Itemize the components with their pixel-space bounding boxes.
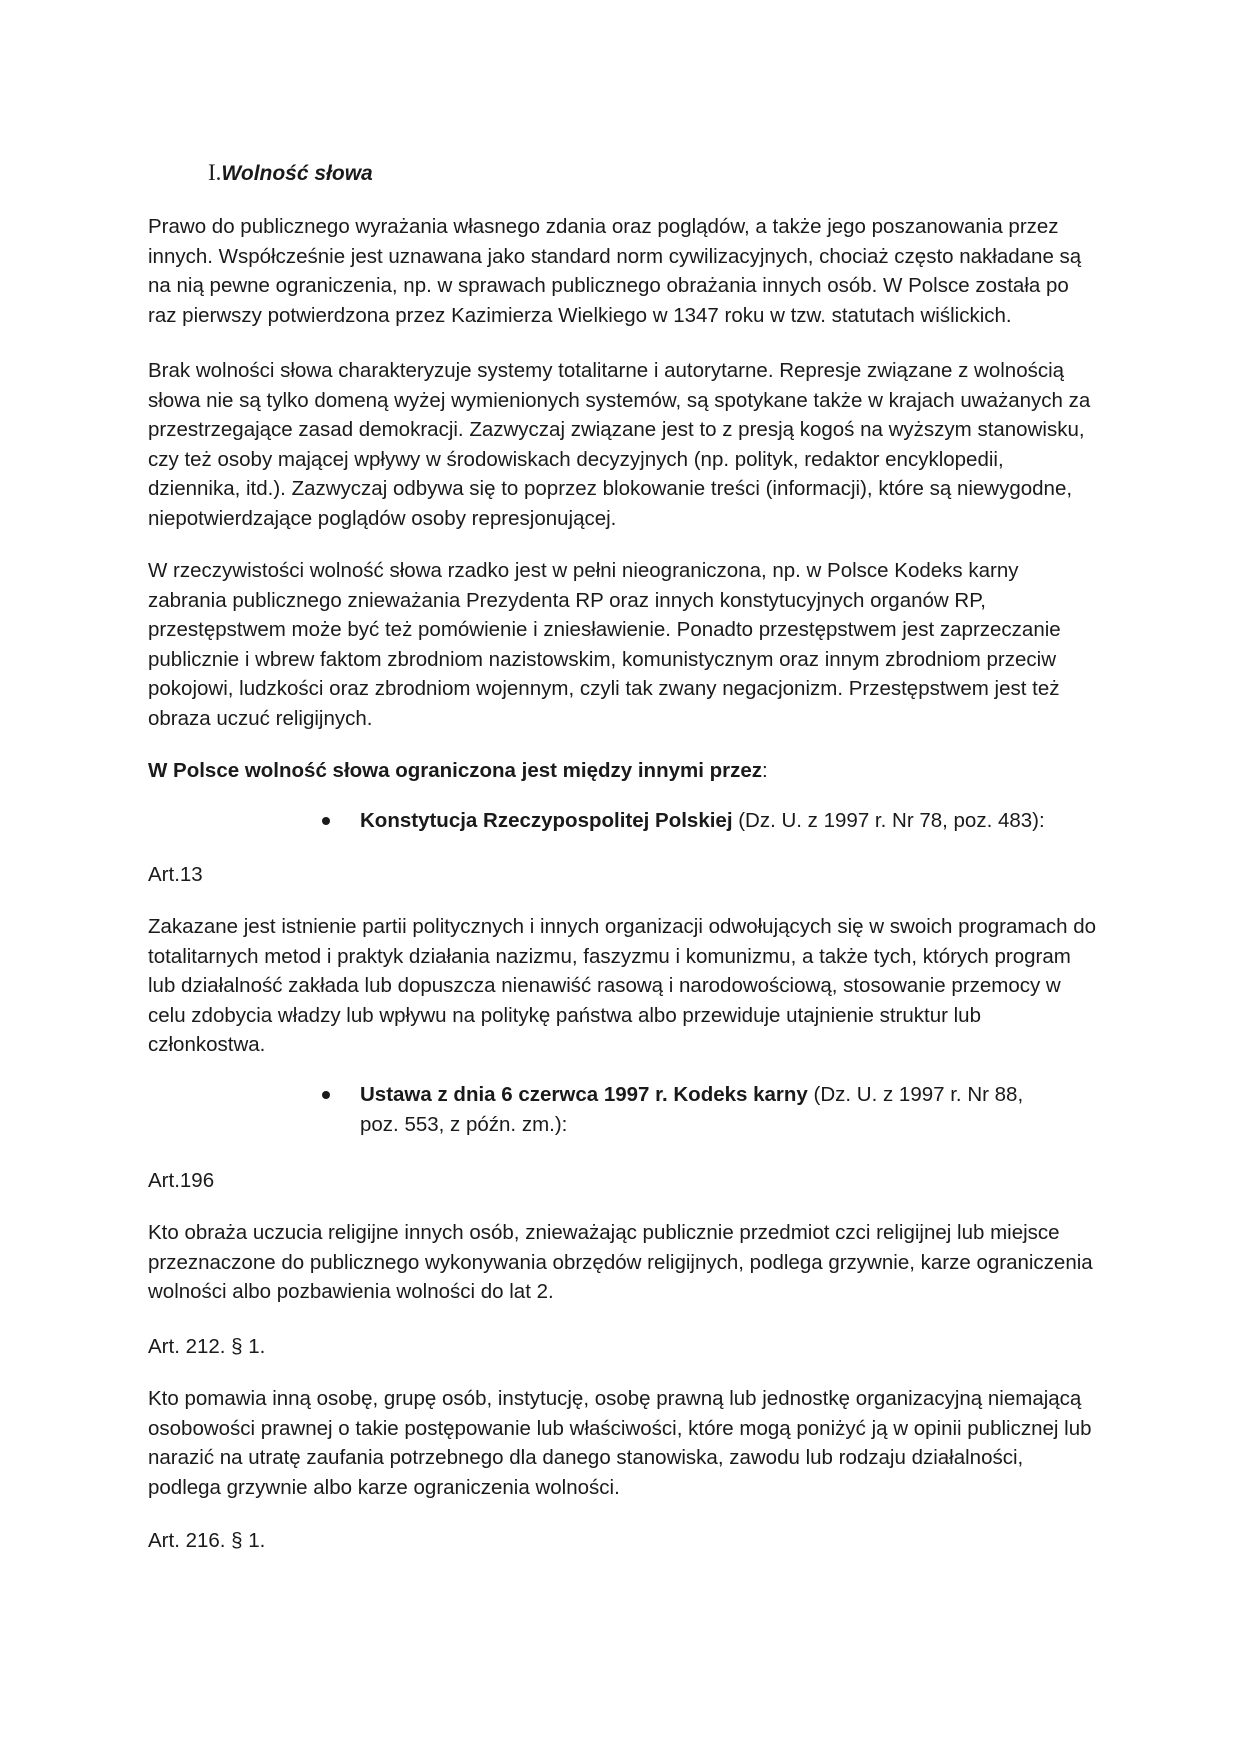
bullet-icon [322,1091,330,1099]
penal-code-title: Ustawa z dnia 6 czerwca 1997 r. Kodeks karny [360,1083,808,1106]
intro-rest: : [762,759,768,782]
article-196-text: Kto obraża uczucia religijne innych osób, znieważając publicznie przedmiot czci religijnej lub miejsce przeznaczone do publicznego wykonywania obrzędów religijnych, podlega grzywnie, karze ograniczenia wolności albo pozbawienia wolności do lat 2. [148,1221,1093,1304]
paragraph-intro-list [148,756,1096,786]
paragraph-limitations: W rzeczywistości wolność słowa rzadko jest w pełni nieograniczona, np. w Polsce Kodeks karny zabrania publicznego znieważania Prezydenta RP oraz innych konstytucyjnych organów RP, przestępstwem może być też pomówienie i zniesławienie. Ponadto przestępstwem jest zaprzeczanie publicznie i wbrew faktom zbrodniom nazistowskim, komunistycznym oraz innym zbrodniom przeciw pokojowi, ludzkości oraz zbrodniom wojennym, czyli tak zwany negacjonizm. Przestępstwem jest też obraza uczuć religijnych. [148,559,1061,730]
list-item-penal-code [322,1080,1062,1139]
heading-number: I. [208,160,222,185]
list-item-constitution [322,806,1062,836]
article-13-label: Art.13 [148,863,203,886]
list-item-text [360,1080,1062,1139]
bullet-icon [322,817,330,825]
heading-title: Wolność słowa [221,162,373,185]
section-heading [208,158,373,189]
article-212-text: Kto pomawia inną osobę, grupę osób, instytucję, osobę prawną lub jednostkę organizacyjną niemającą osobowości prawnej o takie postępowanie lub właściwości, które mogą poniżyć ją w opinii publicznej lub narazić na utratę zaufania potrzebnego dla danego stanowiska, zawodu lub rodzaju działalności, podlega grzywnie albo karze ograniczenia wolności. [148,1387,1092,1499]
paragraph-definition: Prawo do publicznego wyrażania własnego zdania oraz poglądów, a także jego poszanowania przez innych. Współcześnie jest uznawana jako standard norm cywilizacyjnych, chociaż często nakładane są na nią pewne ograniczenia, np. w sprawach publicznego obrażania innych osób. W Polsce została po raz pierwszy potwierdzona przez Kazimierza Wielkiego w 1347 roku w tzw. statutach wiślickich. [148,215,1082,327]
list-item-text [360,806,1062,836]
article-212-label: Art. 212. § 1. [148,1335,266,1358]
article-216-label: Art. 216. § 1. [148,1529,266,1552]
constitution-title: Konstytucja Rzeczypospolitej Polskiej [360,809,733,832]
article-13-text: Zakazane jest istnienie partii politycznych i innych organizacji odwołujących się w swoich programach do totalitarnych metod i praktyk działania nazizmu, faszyzmu i komunizmu, a także tych, których program lub działalność zakłada lub dopuszcza nienawiść rasową i narodowościową, stosowanie przemocy w celu zdobycia władzy lub wpływu na politykę państwa albo przewiduje utajnienie struktur lub członkostwa. [148,915,1097,1057]
paragraph-lack-of-freedom: Brak wolności słowa charakteryzuje systemy totalitarne i autorytarne. Represje związane z wolnością słowa nie są tylko domeną wyżej wymienionych systemów, są spotykane także w krajach uważanych za przestrzegające zasad demokracji. Zazwyczaj związane jest to z presją kogoś na wyższym stanowisku, czy też osoby mającej wpływy w środowiskach decyzyjnych (np. polityk, redaktor encyklopedii, dziennika, itd.). Zazwyczaj odbywa się to poprzez blokowanie treści (informacji), które są niewygodne, niepotwierdzające poglądów osoby represjonującej. [148,359,1091,530]
penal-code-citation: (Dz. U. z 1997 r. Nr 88, poz. 553, z późn. zm.): [360,1083,1024,1136]
article-196-label: Art.196 [148,1169,215,1192]
intro-bold: W Polsce wolność słowa ograniczona jest między innymi przez [148,759,763,782]
constitution-citation: (Dz. U. z 1997 r. Nr 78, poz. 483): [732,809,1045,832]
